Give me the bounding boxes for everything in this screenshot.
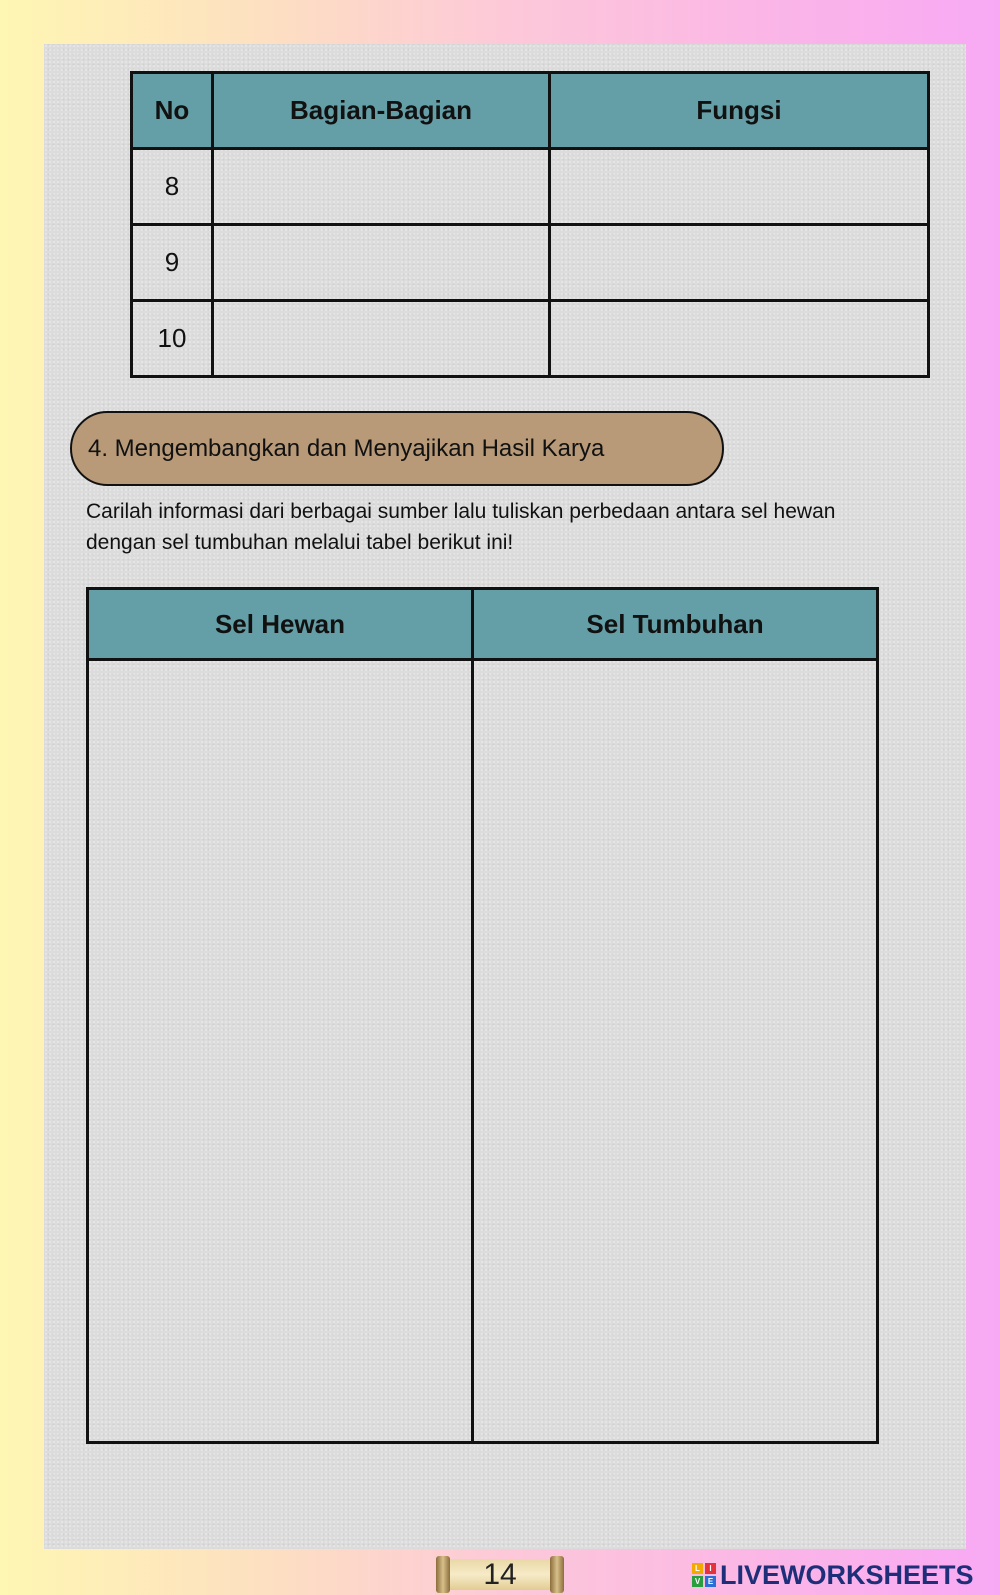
fungsi-cell[interactable] — [550, 225, 929, 301]
sel-tumbuhan-answer-cell[interactable] — [473, 660, 878, 1443]
header-sel-hewan: Sel Hewan — [88, 589, 473, 660]
table-row — [88, 660, 878, 1443]
parts-table-header-row — [132, 73, 929, 149]
bagian-cell[interactable] — [213, 301, 550, 377]
liveworksheets-logo-icon — [692, 1563, 716, 1587]
worksheet-page — [44, 44, 966, 1549]
logo-letter: V — [692, 1576, 703, 1587]
row-number: 9 — [132, 225, 213, 301]
liveworksheets-brand — [692, 1556, 974, 1594]
header-fungsi: Fungsi — [550, 73, 929, 149]
page-number: 14 — [483, 1557, 517, 1591]
table-row — [132, 149, 929, 225]
logo-letter: L — [692, 1563, 703, 1574]
instruction-text: Carilah informasi dari berbagai sumber lalu tuliskan perbedaan antara sel hewan dengan sel tumbuhan melalui tabel berikut ini! — [86, 500, 836, 554]
table-row — [132, 225, 929, 301]
header-bagian-bagian: Bagian-Bagian — [213, 73, 550, 149]
header-no: No — [132, 73, 213, 149]
comparison-table — [86, 587, 879, 1444]
logo-letter: I — [705, 1563, 716, 1574]
row-number: 8 — [132, 149, 213, 225]
brand-name: LIVEWORKSHEETS — [720, 1559, 974, 1590]
section-title-pill — [70, 411, 724, 486]
header-sel-tumbuhan: Sel Tumbuhan — [473, 589, 878, 660]
scroll-right-end — [550, 1556, 564, 1593]
logo-letter: E — [705, 1576, 716, 1587]
bagian-cell[interactable] — [213, 149, 550, 225]
section-title: 4. Mengembangkan dan Menyajikan Hasil Karya — [88, 434, 605, 462]
fungsi-cell[interactable] — [550, 149, 929, 225]
parts-table — [130, 71, 930, 378]
table-row — [132, 301, 929, 377]
fungsi-cell[interactable] — [550, 301, 929, 377]
bagian-cell[interactable] — [213, 225, 550, 301]
scroll-left-end — [436, 1556, 450, 1593]
row-number: 10 — [132, 301, 213, 377]
comparison-header-row — [88, 589, 878, 660]
sel-hewan-answer-cell[interactable] — [88, 660, 473, 1443]
page-number-scroll — [436, 1556, 564, 1593]
